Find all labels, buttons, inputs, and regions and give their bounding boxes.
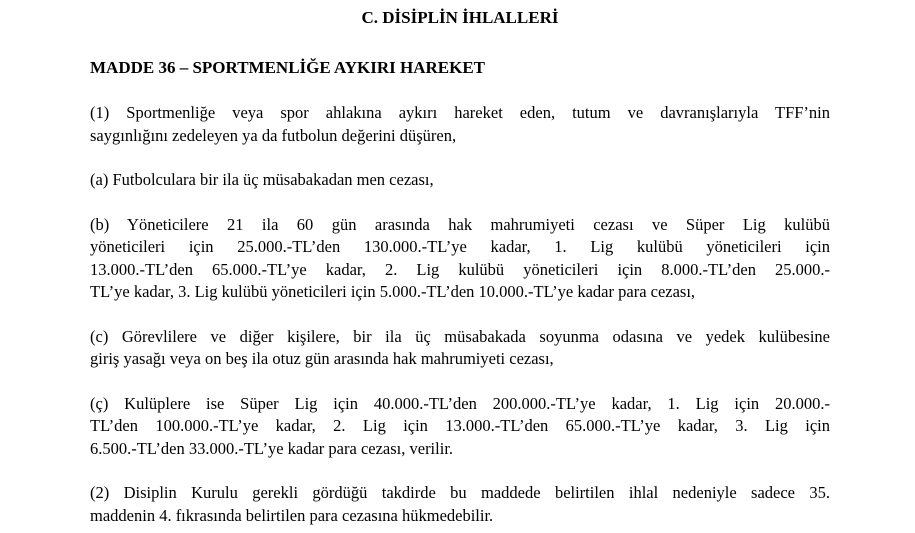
paragraph-line: TL’ye kadar, 3. Lig kulübü yöneticileri için 5.000.-TL’den 10.000.-TL’ye kadar para cezası, (90, 282, 696, 301)
paragraph-line: (a) Futbolculara bir ila üç müsabakadan men cezası, (90, 170, 434, 189)
paragraph-line: 6.500.-TL’den 33.000.-TL’ye kadar para cezası, verilir. (90, 438, 454, 458)
paragraph-c-cedilla (90, 393, 830, 461)
paragraph-b (90, 214, 830, 304)
paragraph-a (90, 169, 830, 192)
paragraph-line: giriş yasağı veya on beş ila otuz gün arasında hak mahrumiyeti cezası, (90, 349, 554, 368)
paragraph-2 (90, 482, 830, 527)
paragraph-line: 13.000.-TL’den 65.000.-TL’ye kadar, 2. Lig kulübü yöneticileri için 8.000.-TL’den 25.000.- (90, 259, 830, 279)
article-title: MADDE 36 – SPORTMENLİĞE AYKIRI HAREKET (90, 58, 486, 77)
paragraph-1 (90, 102, 830, 147)
section-title: C. DİSİPLİN İHLALLERİ (361, 8, 559, 27)
paragraph-line: (1) Sportmenliğe veya spor ahlakına aykırı hareket eden, tutum ve davranışlarıyla TFF’nin (90, 103, 830, 122)
paragraph-line: (2) Disiplin Kurulu gerekli gördüğü takdirde bu maddede belirtilen ihlal nedeniyle sadece 35. (90, 483, 830, 502)
paragraph-line: saygınlığını zedeleyen ya da futbolun değerini düşüren, (90, 125, 457, 145)
document-page (90, 0, 830, 527)
paragraph-line: (b) Yöneticilere 21 ila 60 gün arasında hak mahrumiyeti cezası ve Süper Lig kulübü (90, 214, 830, 234)
paragraph-line: (ç) Kulüplere ise Süper Lig için 40.000.-TL’den 200.000.-TL’ye kadar, 1. Lig için 20.000.- (90, 393, 830, 413)
paragraph-c (90, 326, 830, 371)
paragraph-line: TL’den 100.000.-TL’ye kadar, 2. Lig için 13.000.-TL’den 65.000.-TL’ye kadar, 3. Lig için (90, 416, 830, 435)
paragraph-line: (c) Görevlilere ve diğer kişilere, bir ila üç müsabakada soyunma odasına ve yedek kulübesine (90, 326, 830, 346)
paragraph-line: yöneticileri için 25.000.-TL’den 130.000.-TL’ye kadar, 1. Lig kulübü yöneticileri için (90, 237, 830, 256)
paragraph-line: maddenin 4. fıkrasında belirtilen para cezasına hükmedebilir. (90, 505, 494, 525)
